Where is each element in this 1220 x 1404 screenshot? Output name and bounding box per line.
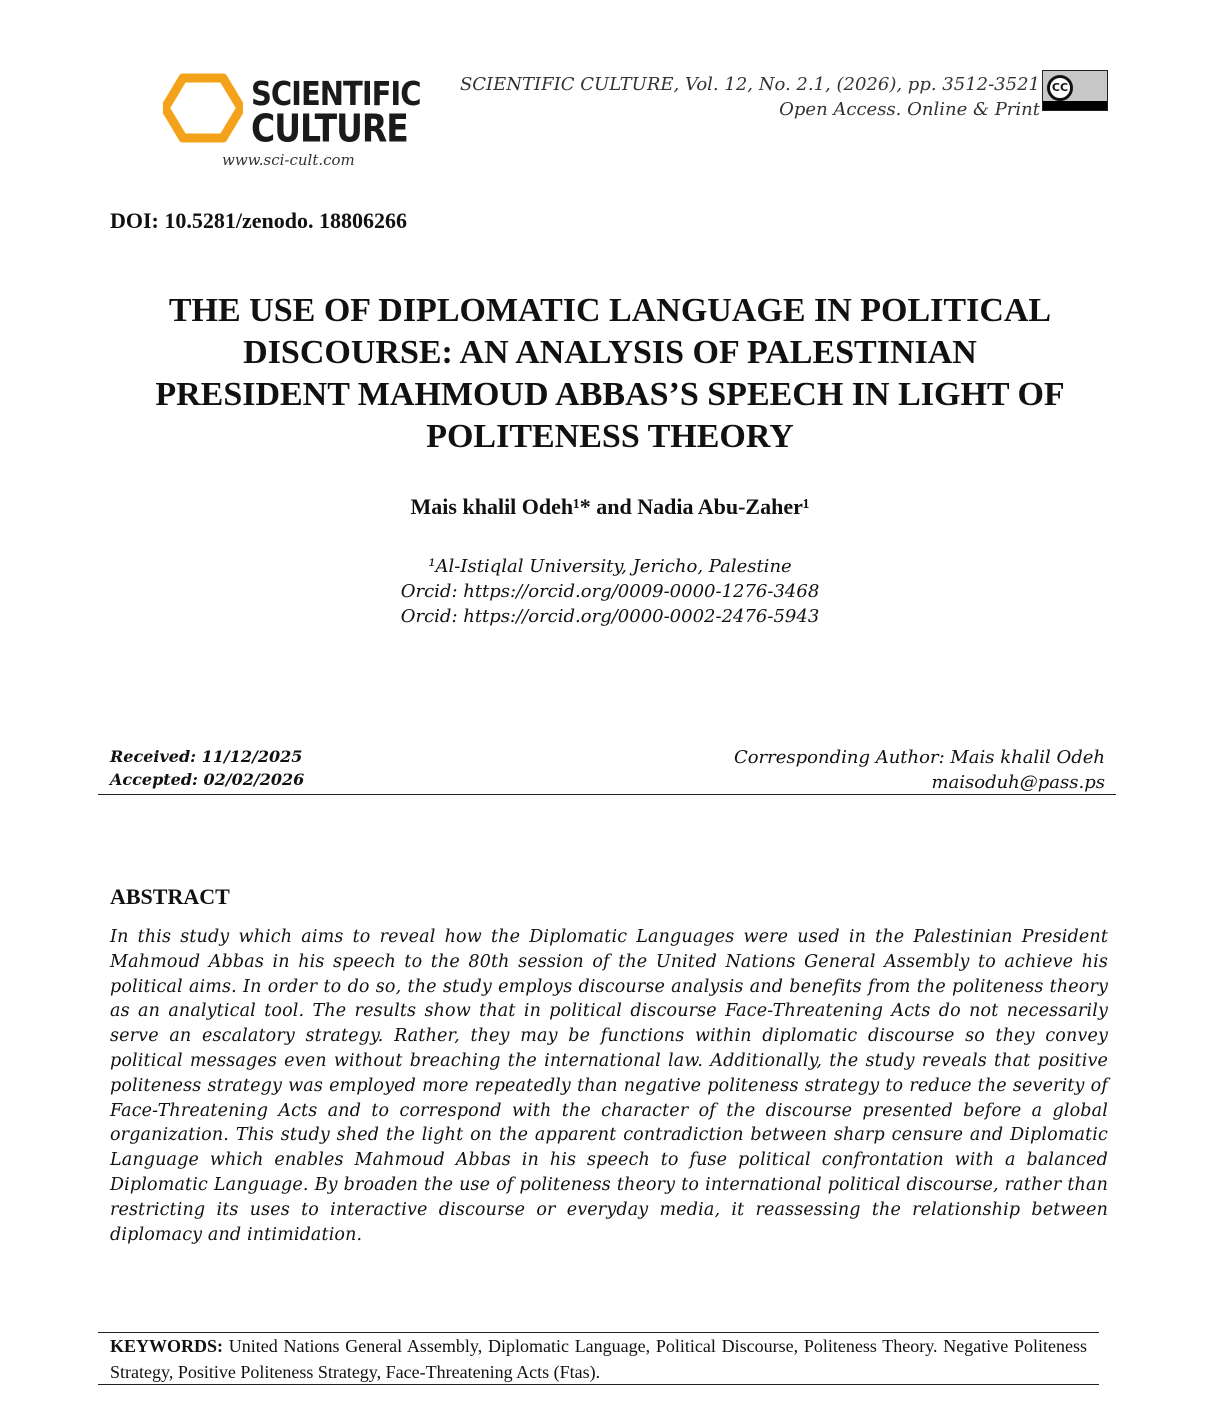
keywords-text: United Nations General Assembly, Diplomatic Language, Political Discourse, Politeness Theory. Negative Politeness Strategy, Positive Politeness Strategy, Face-Threatening Acts (Ftas). xyxy=(110,1336,1087,1382)
affiliation: ¹Al-Istiqlal University, Jericho, Palestine xyxy=(428,556,792,577)
corresponding-author-name: Corresponding Author: Mais khalil Odeh xyxy=(733,747,1105,768)
title-line: POLITENESS THEORY xyxy=(426,418,794,455)
title-line: THE USE OF DIPLOMATIC LANGUAGE IN POLITICAL xyxy=(168,292,1052,329)
cc-license-badge[interactable] xyxy=(1042,70,1108,111)
abstract-heading: ABSTRACT xyxy=(110,884,230,909)
title-line: PRESIDENT MAHMOUD ABBAS’S SPEECH IN LIGHT OF xyxy=(155,376,1065,413)
journal-logo xyxy=(163,72,421,151)
keywords-label: KEYWORDS: xyxy=(110,1336,224,1356)
orcid-link[interactable]: Orcid: https://orcid.org/0000-0002-2476-5943 xyxy=(400,606,820,627)
corresponding-email[interactable]: maisoduh@pass.ps xyxy=(931,772,1105,793)
journal-info xyxy=(460,72,1040,122)
cc-badge-bar xyxy=(1043,101,1107,110)
paper-title xyxy=(80,290,1140,458)
accepted-date: Accepted: 02/02/2026 xyxy=(110,770,305,789)
hexagon-logo-icon xyxy=(163,72,243,144)
dates xyxy=(110,745,304,791)
keywords xyxy=(110,1333,1087,1385)
cc-icon: CC xyxy=(1047,75,1073,101)
authors: Mais khalil Odeh¹* and Nadia Abu-Zaher¹ xyxy=(410,494,810,519)
logo-text-line2: CULTURE xyxy=(251,106,408,151)
access-type: Open Access. Online & Print xyxy=(779,99,1040,120)
logo-text-line1: SCIENTIFIC xyxy=(251,74,421,114)
divider xyxy=(98,1384,1099,1385)
site-url[interactable]: www.sci-cult.com xyxy=(222,151,355,169)
divider xyxy=(98,794,1116,795)
orcid-link[interactable]: Orcid: https://orcid.org/0009-0000-1276-3468 xyxy=(400,581,820,602)
affiliations xyxy=(0,554,1220,629)
corresponding-author xyxy=(734,745,1105,795)
received-date: Received: 11/12/2025 xyxy=(110,747,303,766)
abstract-text: In this study which aims to reveal how the Diplomatic Languages were used in the Palestinian President Mahmoud Abbas in his speech to the 80th session of the United Nations General Assembly to achieve his political aims. In order to do so, the study employs discourse analysis and benefits from the politeness theory as an analytical tool. The results show that in political discourse Face-Threatening Acts do not necessarily serve an escalatory strategy. Rather, they may be functions within diplomatic discourse so they convey political messages even without breaching the international law. Additionally, the study reveals that positive politeness strategy was employed more repeatedly than negative politeness strategy to reduce the severity of Face-Threatening Acts and to correspond with the character of the discourse presented before a global organization. This study shed the light on the apparent contradiction between sharp censure and Diplomatic Language which enables Mahmoud Abbas in his speech to fuse political confrontation with a balanced Diplomatic Language. By broaden the use of politeness theory to international political discourse, rather than restricting its uses to interactive discourse or everyday media, it reassessing the relationship between diplomacy and intimidation. xyxy=(110,927,1108,1245)
doi: DOI: 10.5281/zenodo. 18806266 xyxy=(110,208,407,233)
journal-citation: SCIENTIFIC CULTURE, Vol. 12, No. 2.1, (2026), pp. 3512-3521 xyxy=(459,74,1040,95)
title-line: DISCOURSE: AN ANALYSIS OF PALESTINIAN xyxy=(243,334,977,371)
